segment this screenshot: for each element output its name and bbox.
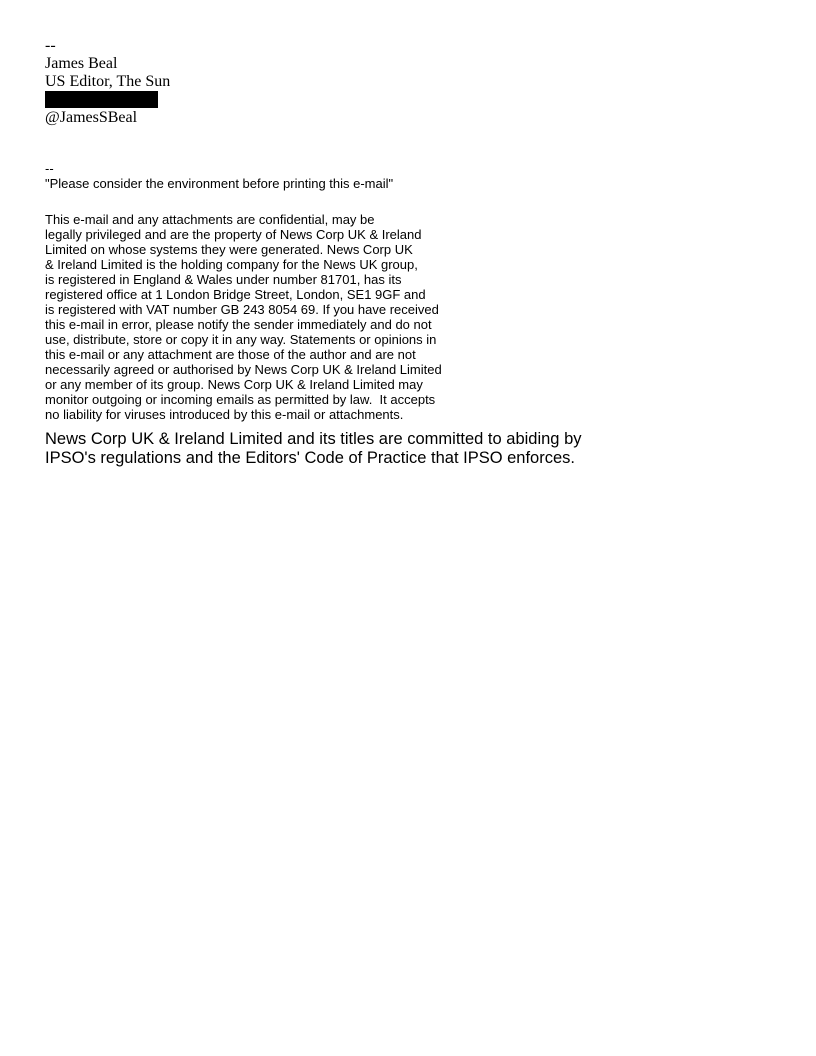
email-footer	[45, 161, 785, 422]
signature-separator: --	[45, 37, 56, 54]
disclaimer-line: or any member of its group. News Corp UK & Ireland Limited may	[45, 377, 423, 392]
disclaimer-line: is registered in England & Wales under number 81701, has its	[45, 272, 402, 287]
email-document	[45, 37, 785, 467]
ipso-statement	[45, 430, 785, 467]
signature-name: James Beal	[45, 55, 118, 72]
ipso-line: News Corp UK & Ireland Limited and its titles are committed to abiding by	[45, 430, 582, 448]
signature-title: US Editor, The Sun	[45, 73, 171, 90]
disclaimer-line: Limited on whose systems they were generated. News Corp UK	[45, 242, 413, 257]
disclaimer-line: no liability for viruses introduced by this e-mail or attachments.	[45, 407, 404, 422]
disclaimer-line: monitor outgoing or incoming emails as permitted by law. It accepts	[45, 392, 436, 407]
disclaimer-line: & Ireland Limited is the holding company for the News UK group,	[45, 257, 418, 272]
ipso-line: IPSO's regulations and the Editors' Code of Practice that IPSO enforces.	[45, 448, 575, 467]
signature-block	[45, 37, 785, 127]
disclaimer-line: legally privileged and are the property of News Corp UK & Ireland	[45, 227, 422, 242]
disclaimer-line: is registered with VAT number GB 243 8054 69. If you have received	[45, 302, 439, 317]
footer-separator: --	[45, 161, 54, 176]
disclaimer-line: This e-mail and any attachments are confidential, may be	[45, 212, 375, 227]
redaction-bar	[45, 91, 158, 108]
signature-twitter-handle: @JamesSBeal	[45, 109, 138, 126]
disclaimer-line: necessarily agreed or authorised by News Corp UK & Ireland Limited	[45, 362, 442, 377]
disclaimer-line: this e-mail in error, please notify the sender immediately and do not	[45, 317, 432, 332]
disclaimer-line: registered office at 1 London Bridge Street, London, SE1 9GF and	[45, 287, 426, 302]
environment-note: "Please consider the environment before printing this e-mail"	[45, 176, 394, 191]
disclaimer-line: this e-mail or any attachment are those of the author and are not	[45, 347, 416, 362]
disclaimer-line: use, distribute, store or copy it in any way. Statements or opinions in	[45, 332, 437, 347]
confidentiality-disclaimer	[45, 212, 785, 422]
